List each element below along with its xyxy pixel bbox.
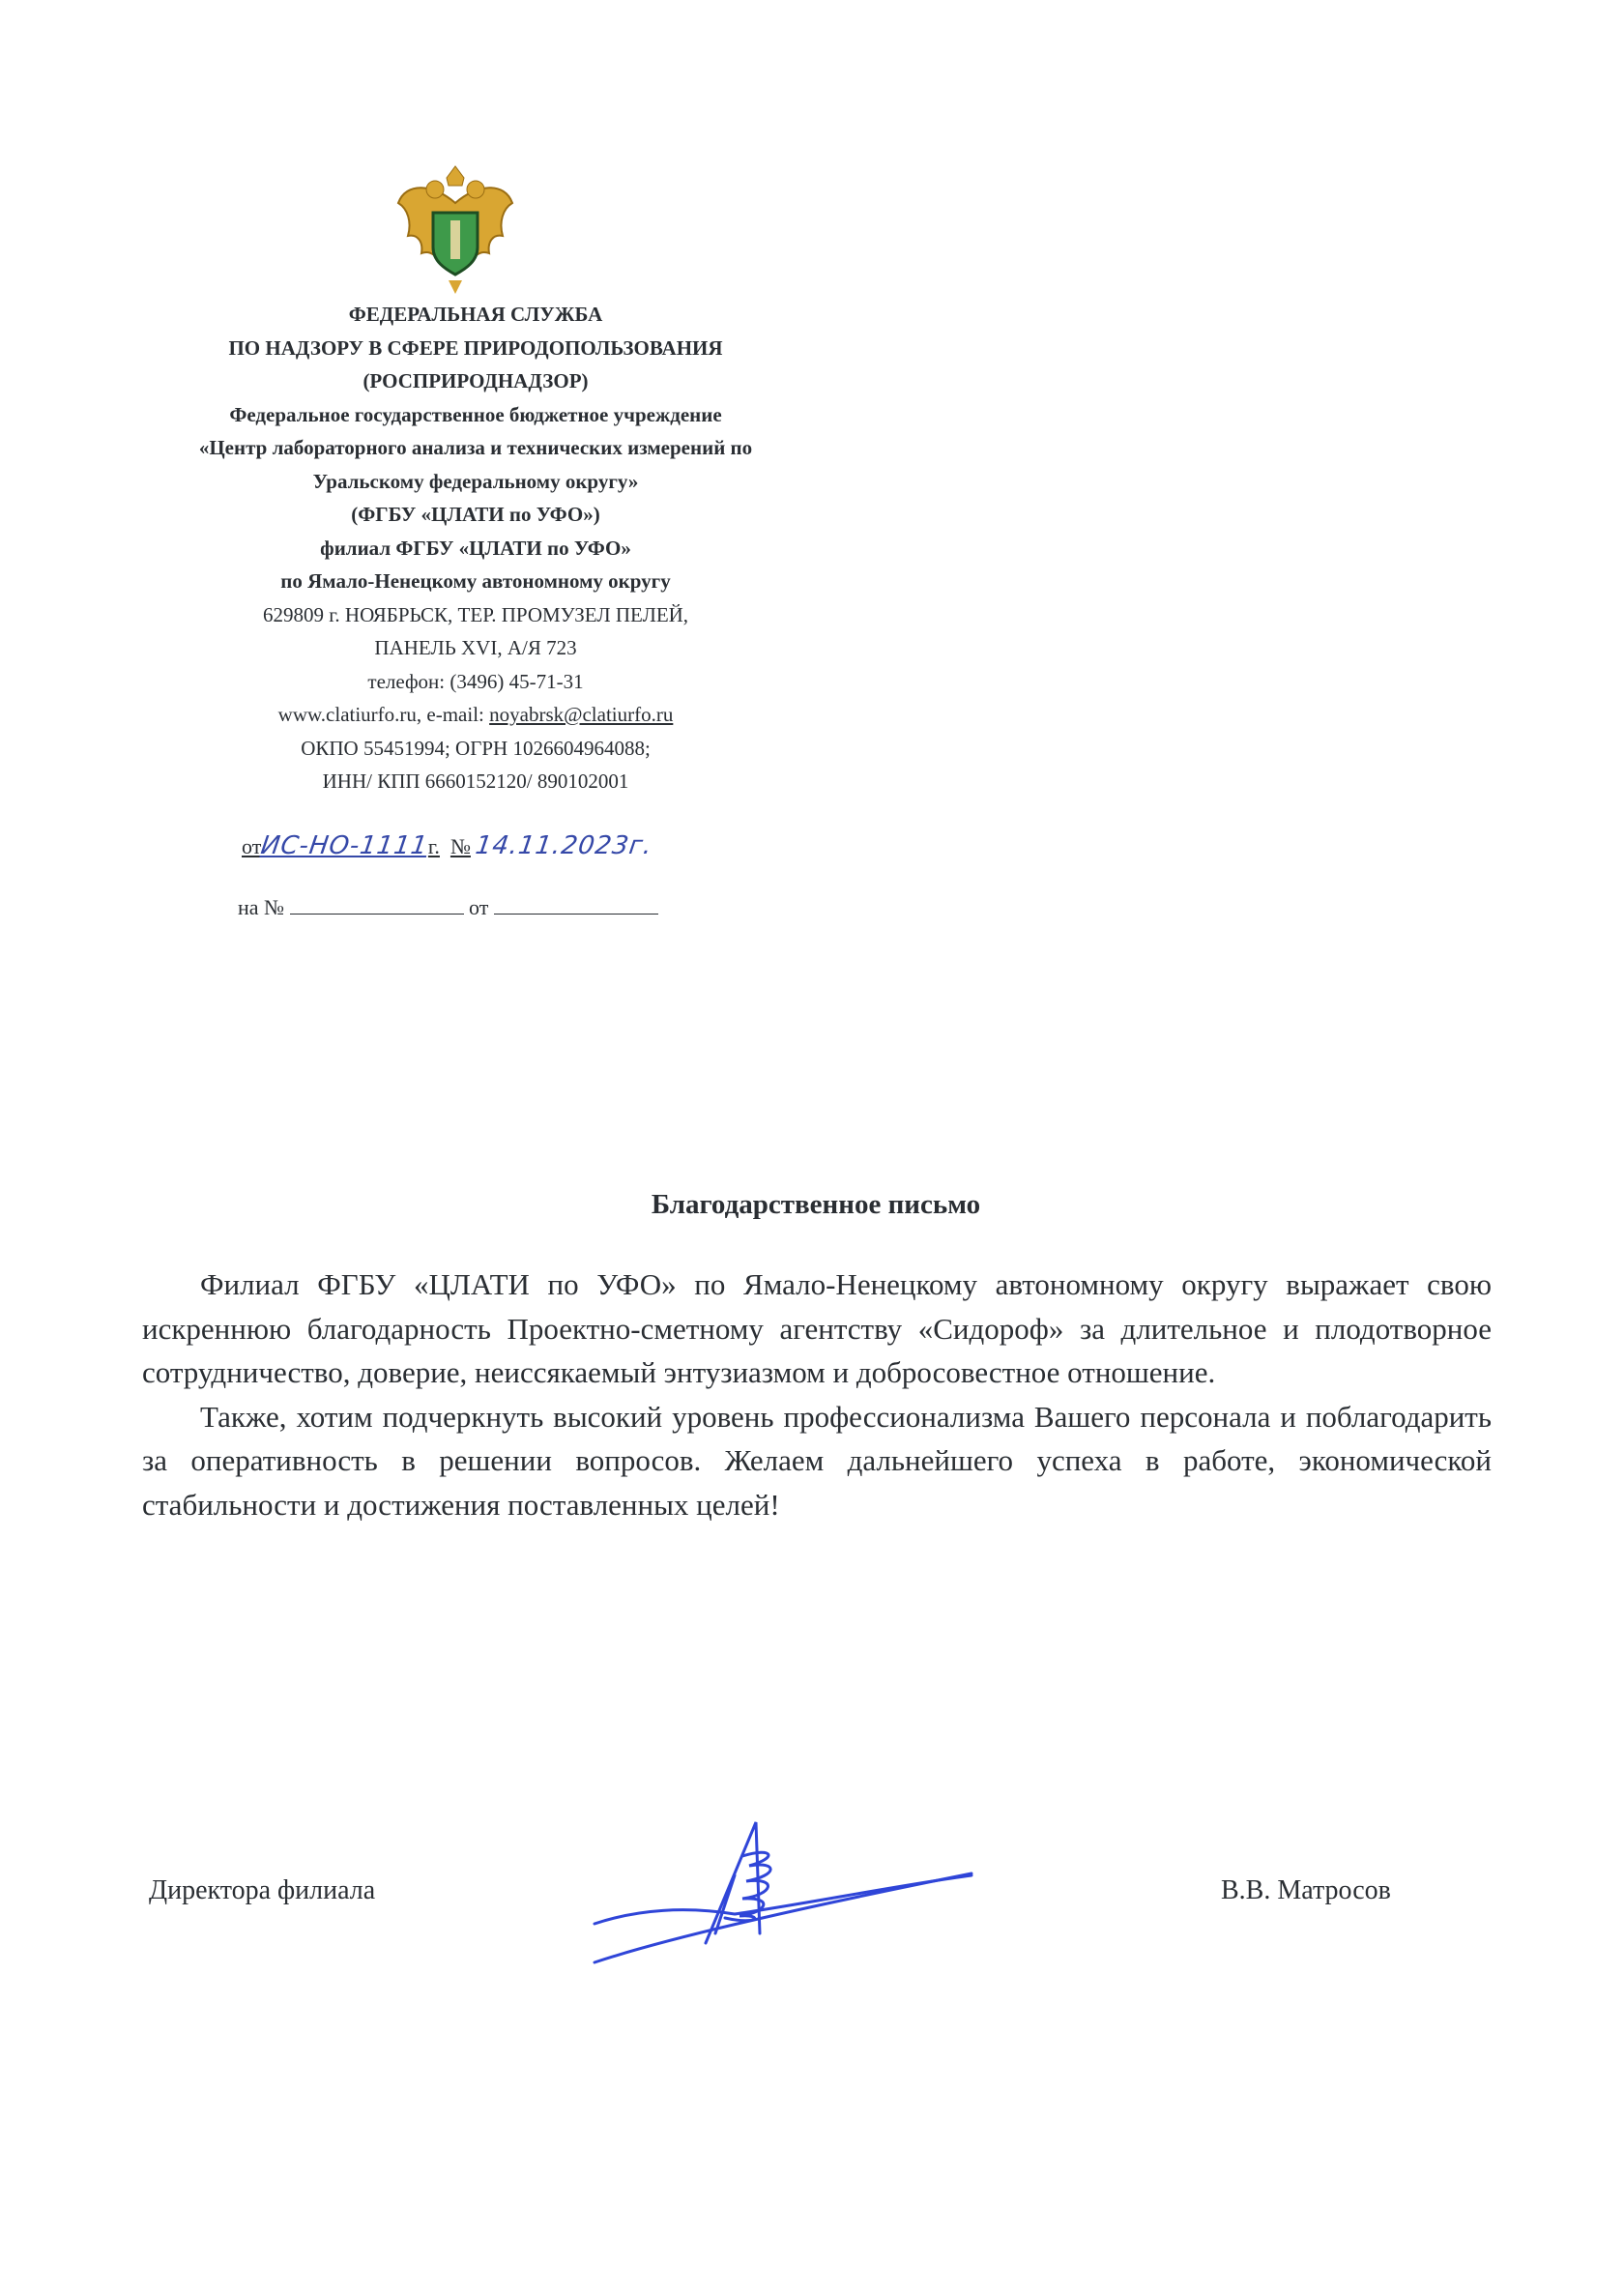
signatory-position: Директора филиала (149, 1875, 376, 1905)
outgoing-number (242, 831, 655, 860)
org-line: «Центр лабораторного анализа и технических измерений по (198, 436, 753, 459)
org-line: (ФГБУ «ЦЛАТИ по УФО») (351, 503, 600, 526)
org-line: Федеральное государственное бюджетное учреждение (229, 402, 722, 426)
codes-line: ОКПО 55451994; ОГРН 1026604964088; (301, 736, 651, 760)
org-line: филиал ФГБУ «ЦЛАТИ по УФО» (320, 536, 631, 560)
ot-label: от (242, 834, 262, 858)
website: www.clatiurfo.ru, e-mail: (277, 703, 490, 726)
body-paragraph: Филиал ФГБУ «ЦЛАТИ по УФО» по Ямало-Ненецкому автономному округу выражает свою искреннюю благодарность Проектно-сметному агентству «Сидороф» за длительное и плодотворное сотрудничество, доверие, неиссякаемый энтузиазмом и добросовестное отношение. (142, 1267, 1492, 1389)
emblem-icon (394, 164, 516, 296)
handwritten-date: 14.11.2023г. (474, 831, 655, 860)
phone: телефон: (3496) 45-71-31 (367, 669, 584, 693)
codes-line: ИНН/ КПП 6660152120/ 890102001 (322, 770, 629, 793)
reference-number-blank (290, 894, 464, 915)
no-label: № (450, 834, 471, 858)
na-label: на № (238, 895, 285, 919)
body-paragraph: Также, хотим подчеркнуть высокий уровень профессионализма Вашего персонала и поблагодарить за оперативность в решении вопросов. Желаем дальнейшего успеха в работе, экономической стабильности и достижения поставленных целей! (142, 1399, 1492, 1522)
org-line: ФЕДЕРАЛЬНАЯ СЛУЖБА (348, 303, 603, 326)
reference-number (238, 894, 658, 920)
letter-title: Благодарственное письмо (651, 1189, 981, 1220)
address-line: ПАНЕЛЬ XVI, А/Я 723 (374, 636, 577, 659)
address-line: 629809 г. НОЯБРЬСК, ТЕР. ПРОМУЗЕЛ ПЕЛЕЙ, (262, 602, 689, 626)
letter-body (142, 1263, 1492, 1526)
ot-label: от (469, 895, 489, 919)
email-link[interactable]: noyabrsk@clatiurfo.ru (489, 703, 674, 726)
org-line: ПО НАДЗОРУ В СФЕРЕ ПРИРОДОПОЛЬЗОВАНИЯ (228, 335, 723, 360)
org-line: по Ямало-Ненецкому автономному округу (280, 569, 671, 593)
org-line: Уральскому федеральному округу» (312, 469, 639, 493)
g-label: г. (427, 834, 440, 858)
letterhead (89, 298, 862, 799)
signatory-name: В.В. Матросов (1221, 1875, 1391, 1905)
web-email (89, 698, 862, 732)
reference-date-blank (494, 894, 658, 915)
signature-icon (580, 1817, 986, 1982)
handwritten-number: ИС-НО-1111 (259, 831, 430, 860)
org-line: (РОСПРИРОДНАДЗОР) (362, 369, 589, 392)
